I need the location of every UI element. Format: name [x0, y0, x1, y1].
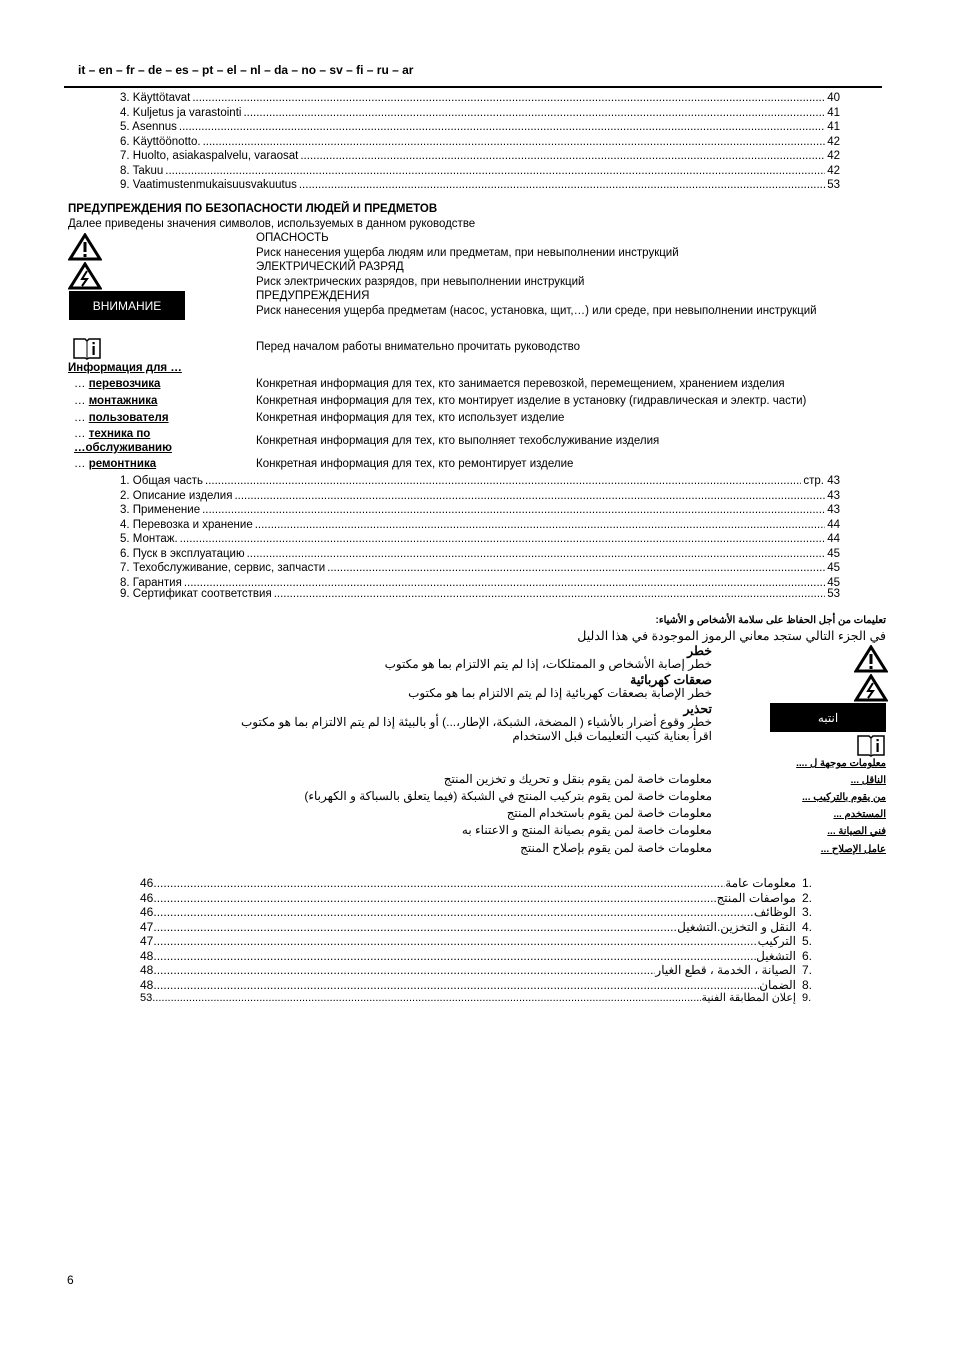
ru-heading: ПРЕДУПРЕЖДЕНИЯ ПО БЕЗОПАСНОСТИ ЛЮДЕЙ И ПРЕДМЕТОВ [68, 203, 438, 215]
role-label-continued: …обслуживанию [74, 442, 172, 454]
ru-warning-box: ВНИМАНИЕ [69, 291, 185, 320]
ar-warning-box: انتبه [770, 703, 886, 732]
ar-electric-title: صعقات كهربائية [630, 673, 712, 687]
role-label: فني الصيانة ... [827, 826, 886, 837]
header-divider [64, 86, 882, 88]
toc-row: 5. Монтаж. ..... 44 [120, 532, 840, 546]
language-list: it – en – fr – de – es – pt – el – nl – da – no – sv – fi – ru – ar [78, 63, 414, 77]
toc-row: 7. الصيانة ، الخدمة ، قطع الغيار ..... 48 [140, 963, 816, 978]
toc-row: 6. Käyttöönotto. ..... 42 [120, 135, 840, 149]
role-label: … монтажника [74, 395, 158, 407]
ar-warning-title: تحذير [683, 702, 712, 716]
role-description: Конкретная информация для тех, кто использует изделие [256, 412, 565, 424]
ru-danger-title: ОПАСНОСТЬ [256, 232, 329, 244]
read-manual-icon [856, 733, 886, 757]
role-label: … перевозчика [74, 378, 161, 390]
toc-row: 7. Техобслуживание, сервис, запчасти ..... 45 [120, 561, 840, 575]
ru-electric-text: Риск электрических разрядов, при невыполнении инструкций [256, 276, 585, 288]
toc-row: 3. Применение ..... 43 [120, 503, 840, 517]
toc-row: 1. Общая часть ..... стр. 43 [120, 474, 840, 488]
ru-intro: Далее приведены значения символов, используемых в данном руководстве [68, 218, 476, 230]
ru-info-for: Информация для … [68, 362, 182, 374]
toc-row: 6. التشغيل ..... 48 [140, 949, 816, 964]
toc-row: 9. Сертификат соответствия ..... 53 [120, 587, 840, 601]
ru-warning-text: Риск нанесения ущерба предметам (насос, установка, щит,…) или среде, при невыполнении инструкций [256, 305, 817, 317]
ar-info-for: معلومات موجهة ل .... [796, 758, 886, 769]
toc-row: 7. Huolto, asiakaspalvelu, varaosat ..... 42 [120, 149, 840, 163]
toc-row: 3. Käyttötavat ..... 40 [120, 91, 840, 105]
toc-row: 9. Vaatimustenmukaisuusvakuutus ..... 53 [120, 178, 840, 192]
role-description: معلومات خاصة لمن يقوم بصيانة المنتج و الاعتناء به [461, 823, 712, 837]
toc-row: 8. Гарантия ..... 45 [120, 576, 840, 590]
danger-icon [68, 233, 102, 261]
toc-row: 4. Перевозка и хранение ..... 44 [120, 518, 840, 532]
ar-heading: تعليمات من أجل الحفاظ على سلامة الأشخاص و الأشياء: [655, 615, 886, 626]
electric-shock-icon [854, 674, 888, 702]
toc-row: 4. النقل و التخزين.التشغيل ..... 47 [140, 920, 816, 935]
ru-electric-title: ЭЛЕКТРИЧЕСКИЙ РАЗРЯД [256, 261, 404, 273]
role-description: معلومات خاصة لمن يقوم بتركيب المنتج في الشبكة (فيما يتعلق بالسباكة و الكهرباء) [304, 789, 712, 803]
role-description: Конкретная информация для тех, кто занимается перевозкой, перемещением, хранением изделия [256, 378, 785, 390]
role-label: … техника по [74, 428, 151, 440]
ru-danger-text: Риск нанесения ущерба людям или предметам, при невыполнении инструкций [256, 247, 679, 259]
electric-shock-icon [68, 262, 102, 290]
ar-read-text: اقرأ بعناية كتيب التعليمات قبل الاستخدام [512, 729, 712, 743]
ar-warning-text: خطر وقوع أضرار بالأشياء ( المضخة، الشبكة، الإطار،...) أو بالبيئة إذا لم يتم الالتزام بما هو مكتوب [240, 715, 712, 729]
ru-warning-title: ПРЕДУПРЕЖДЕНИЯ [256, 290, 370, 302]
ar-danger-title: خطر [687, 644, 712, 658]
toc-row: 2. Описание изделия ..... 43 [120, 489, 840, 503]
toc-row: 9. إعلان المطابقة الفنية ..... 53 [140, 991, 816, 1006]
ru-read-text: Перед началом работы внимательно прочитать руководство [256, 341, 581, 353]
role-description: Конкретная информация для тех, кто монтирует изделие в установку (гидравлическая и электр. части) [256, 395, 807, 407]
role-description: معلومات خاصة لمن يقوم بنقل و تحريك و تخزين المنتج [443, 772, 712, 786]
role-label: … ремонтника [74, 458, 157, 470]
role-label: الناقل ... [850, 775, 886, 786]
role-label: المستخدم ... [833, 809, 886, 820]
page-number: 6 [67, 1273, 74, 1287]
toc-row: 8. الضمان ..... 48 [140, 978, 816, 993]
toc-row: 6. Пуск в эксплуатацию ..... 45 [120, 547, 840, 561]
toc-row: 8. Takuu ..... 42 [120, 164, 840, 178]
ar-danger-text: خطر إصابة الأشخاص و الممتلكات، إذا لم يتم الالتزام بما هو مكتوب [384, 657, 712, 671]
ar-electric-text: خطر الإصابة بصعقات كهربائية إذا لم يتم الالتزام بما هو مكتوب [408, 686, 712, 700]
role-description: معلومات خاصة لمن يقوم باستخدام المنتج [506, 806, 712, 820]
danger-icon [854, 645, 888, 673]
ar-intro: في الجزء التالي ستجد معاني الرموز الموجودة في هذا الدليل [577, 629, 886, 643]
role-description: معلومات خاصة لمن يقوم بإصلاح المنتج [520, 841, 712, 855]
role-label: … пользователя [74, 412, 169, 424]
read-manual-icon [72, 336, 102, 360]
toc-row: 2. مواصفات المنتج ..... 46 [140, 891, 816, 906]
role-description: Конкретная информация для тех, кто выполняет техобслуживание изделия [256, 435, 660, 447]
toc-row: 5. التركيب ..... 47 [140, 934, 816, 949]
toc-row: 1. معلومات عامة ..... 46 [140, 876, 816, 891]
role-label: من يقوم بالتركيب ... [802, 792, 886, 803]
role-description: Конкретная информация для тех, кто ремонтирует изделие [256, 458, 574, 470]
toc-row: 4. Kuljetus ja varastointi ..... 41 [120, 106, 840, 120]
toc-row: 3. الوظائف ..... 46 [140, 905, 816, 920]
role-label: عامل الإصلاح ... [820, 844, 886, 855]
toc-row: 5. Asennus ..... 41 [120, 120, 840, 134]
